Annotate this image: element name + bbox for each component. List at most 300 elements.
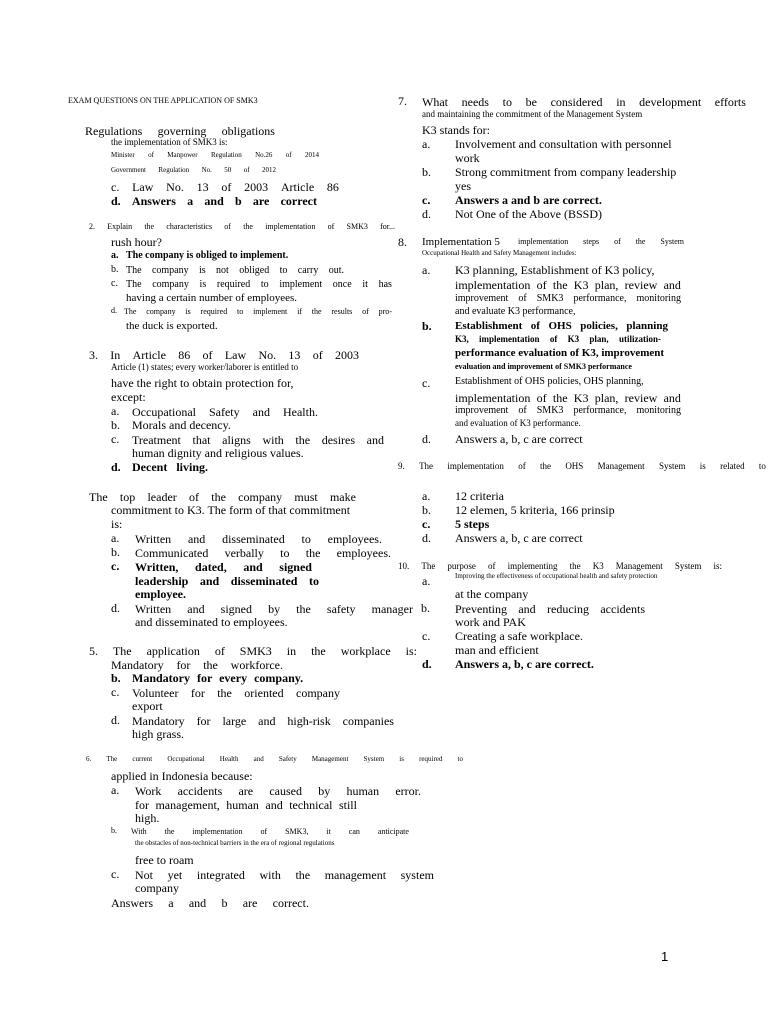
- word: and: [663, 278, 681, 292]
- q1-stem-continued: the implementation of SMK3 is:: [111, 137, 228, 147]
- word: of: [327, 222, 335, 231]
- word: improvement: [455, 293, 509, 304]
- q6-stem: [86, 755, 463, 763]
- q9-option-b: 12 elemen, 5 kriteria, 166 prinsip: [455, 503, 615, 517]
- q9-option-c: 5 steps: [455, 517, 490, 531]
- word: and: [252, 405, 270, 419]
- word: and: [258, 714, 276, 728]
- word: for...: [380, 222, 395, 231]
- word: company: [296, 686, 340, 700]
- word: In: [110, 348, 121, 362]
- q5-option-d-letter: d.: [111, 713, 120, 727]
- q7-option-d-letter: d.: [422, 207, 431, 221]
- word: governing: [157, 124, 207, 138]
- word: Regulations: [85, 124, 143, 138]
- word: Article: [280, 180, 315, 194]
- word: to: [758, 461, 766, 471]
- word: make: [329, 490, 356, 504]
- word: leader: [147, 490, 177, 504]
- word: purpose: [447, 561, 476, 571]
- q3-stem-line4: except:: [111, 390, 146, 404]
- word: of: [362, 307, 369, 316]
- word: plan,: [589, 334, 609, 344]
- word: The: [126, 279, 142, 290]
- q7-option-b-continued: yes: [455, 179, 471, 193]
- word: to: [308, 574, 319, 588]
- word: companies: [342, 714, 394, 728]
- q5-option-c: [132, 686, 340, 701]
- word: must: [294, 490, 318, 504]
- q8-option-a-line4: and evaluate K3 performance,: [455, 306, 576, 317]
- word: of: [260, 827, 268, 836]
- word: the: [144, 222, 155, 231]
- word: monitoring: [636, 293, 681, 304]
- word: reducing: [547, 602, 589, 616]
- word: manager: [371, 602, 413, 616]
- q9-option-a: 12 criteria: [455, 489, 504, 503]
- q10-option-b-continued: work and PAK: [455, 615, 526, 629]
- word: of: [536, 391, 547, 405]
- word: company: [152, 279, 189, 290]
- word: in: [616, 95, 626, 109]
- word: safety: [326, 602, 356, 616]
- q6-option-c-continued: company: [135, 881, 179, 895]
- word: oriented: [244, 686, 284, 700]
- word: Law: [132, 180, 154, 194]
- word: Safety: [278, 755, 297, 763]
- q7-option-b: Strong commitment from company leadership: [455, 165, 677, 179]
- q4-option-c: [135, 560, 312, 575]
- word: be: [525, 95, 537, 109]
- word: to: [237, 307, 244, 316]
- q3-option-d-letter: d.: [111, 460, 121, 474]
- word: Written: [135, 602, 172, 616]
- word: Treatment: [132, 433, 181, 447]
- word: workforce.: [230, 658, 283, 672]
- word: 9.: [398, 461, 405, 471]
- word: implement: [253, 307, 288, 316]
- q8-option-d: Answers a, b, c are correct: [455, 432, 583, 446]
- word: 13: [288, 348, 301, 362]
- q6-option-b: [131, 827, 409, 836]
- word: of: [487, 561, 496, 571]
- word: System: [660, 237, 684, 246]
- q6-option-d: [111, 896, 309, 911]
- word: to: [279, 265, 288, 276]
- q6-option-b-continued: the obstacles of non-technical barriers in the era of regional regulations: [135, 839, 335, 847]
- q1-option-b: [111, 166, 276, 174]
- q8-option-c-continued: [455, 391, 681, 406]
- word: The: [419, 461, 434, 471]
- word: Management: [311, 755, 349, 763]
- word: if: [297, 307, 302, 316]
- word: and: [663, 391, 681, 405]
- word: leadership: [135, 574, 189, 588]
- word: large: [222, 714, 247, 728]
- word: is: [399, 755, 404, 763]
- word: considered: [550, 95, 603, 109]
- word: 2003: [244, 180, 269, 194]
- q2-option-c-letter: c.: [111, 278, 118, 289]
- q8-option-b-letter: b.: [422, 319, 432, 333]
- q5-option-b-letter: b.: [111, 671, 121, 685]
- word: high-risk: [287, 714, 331, 728]
- word: are: [252, 194, 270, 208]
- q8-option-a: K3 planning, Establishment of K3 policy,: [455, 263, 655, 277]
- word: is: [699, 461, 706, 471]
- q8-option-d-letter: d.: [422, 432, 431, 446]
- word: for: [135, 798, 149, 812]
- q3-stem: [89, 348, 359, 363]
- word: steps: [583, 237, 600, 246]
- word: planning: [626, 320, 668, 332]
- word: plan,: [594, 391, 619, 405]
- word: of: [221, 180, 232, 194]
- q10-option-d: Answers a, b, c are correct.: [455, 657, 594, 671]
- word: Minister: [111, 151, 135, 159]
- q5-option-c-continued: export: [132, 699, 163, 713]
- q8-option-c-line3: [455, 405, 681, 416]
- word: of: [518, 461, 526, 471]
- q9-option-d: Answers a, b, c are correct: [455, 531, 583, 545]
- word: 6.: [86, 755, 92, 763]
- word: 3.: [89, 348, 98, 362]
- word: 86: [178, 348, 191, 362]
- word: in: [286, 644, 297, 658]
- q2-option-c-continued: having a certain number of employees.: [126, 292, 298, 304]
- word: Work: [135, 784, 162, 798]
- word: implementing: [507, 561, 558, 571]
- word: of: [518, 293, 527, 304]
- word: with: [262, 433, 284, 447]
- q3-option-d: Decent living.: [132, 460, 208, 474]
- word: the: [569, 561, 581, 571]
- word: top: [119, 490, 136, 504]
- word: technical: [289, 798, 333, 812]
- word: system: [400, 868, 434, 882]
- word: of: [214, 644, 225, 658]
- word: 2012: [261, 166, 276, 174]
- q7-stem-continued: and maintaining the commitment of the Management System: [422, 109, 643, 119]
- q2-option-d-letter: d.: [111, 306, 117, 315]
- word: K3: [573, 391, 589, 405]
- word: company: [238, 490, 283, 504]
- word: 2014: [304, 151, 319, 159]
- word: implement: [279, 279, 323, 290]
- word: needs: [461, 95, 489, 109]
- word: Manpower: [167, 151, 198, 159]
- q4-option-d-letter: d.: [111, 601, 120, 615]
- word: Mandatory: [132, 714, 185, 728]
- word: of: [549, 334, 558, 344]
- q10-option-d-letter: d.: [422, 657, 432, 671]
- q9-stem: [398, 461, 766, 471]
- word: efforts: [714, 95, 746, 109]
- word: of: [518, 405, 527, 416]
- word: carry: [297, 265, 319, 276]
- word: the: [540, 461, 551, 471]
- word: Health.: [282, 405, 318, 419]
- document-title: EXAM QUESTIONS ON THE APPLICATION OF SMK3: [68, 96, 258, 105]
- word: required: [216, 279, 251, 290]
- q8-stem: Implementation 5: [422, 236, 500, 248]
- q4-stem-line3: is:: [111, 517, 123, 531]
- word: anticipate: [377, 827, 409, 836]
- q7-option-d: Not One of the Above (BSSD): [455, 207, 602, 221]
- q9-option-b-letter: b.: [422, 503, 431, 517]
- q3-option-b-letter: b.: [111, 418, 120, 432]
- q8-option-a-line3: [455, 293, 681, 304]
- q7-stem: [422, 95, 746, 110]
- word: error.: [395, 784, 421, 798]
- word: plan,: [594, 278, 619, 292]
- q10-option-c: Creating a safe workplace.: [455, 629, 583, 643]
- word: SMK3: [536, 293, 564, 304]
- q8-option-a-letter: a.: [422, 263, 431, 277]
- q6-option-b-line3: free to roam: [135, 853, 194, 867]
- word: of: [312, 348, 323, 362]
- word: System: [363, 755, 385, 763]
- word: out.: [328, 265, 344, 276]
- q8-option-b-continued: [455, 334, 661, 344]
- q9-option-d-letter: d.: [422, 531, 431, 545]
- word: Health: [219, 755, 239, 763]
- word: Answers: [131, 194, 176, 208]
- q8-option-b-line4: evaluation and improvement of SMK3 performance: [455, 362, 632, 371]
- word: the: [552, 391, 568, 405]
- q7-option-a-continued: work: [455, 151, 480, 165]
- page-number: 1: [661, 949, 669, 964]
- word: disseminated: [222, 532, 285, 546]
- word: company: [146, 307, 176, 316]
- word: Government: [111, 166, 146, 174]
- word: employees.: [327, 532, 382, 546]
- word: it: [362, 279, 368, 290]
- word: current: [132, 755, 153, 763]
- word: required: [419, 755, 443, 763]
- word: the: [243, 222, 253, 231]
- q1-option-d: [111, 194, 317, 209]
- word: Written: [135, 532, 172, 546]
- word: of: [614, 237, 621, 246]
- word: still: [338, 798, 357, 812]
- q4-option-a: [135, 532, 382, 547]
- word: to: [260, 279, 269, 290]
- word: Article: [132, 348, 166, 362]
- word: Answers: [111, 896, 153, 910]
- word: SMK3: [536, 405, 564, 416]
- word: and: [265, 798, 283, 812]
- word: disseminated: [230, 574, 298, 588]
- word: and: [253, 755, 264, 763]
- word: employees.: [336, 546, 391, 560]
- q6-option-a-line3: high.: [135, 811, 160, 825]
- q7-option-c-letter: c.: [422, 193, 431, 207]
- q8-option-a-continued: [455, 278, 681, 293]
- q7-stem-line3: K3 stands for:: [422, 123, 490, 137]
- word: not: [216, 265, 229, 276]
- word: has: [378, 279, 392, 290]
- word: No.: [166, 180, 184, 194]
- q2-option-b: [126, 265, 344, 276]
- q7-option-a-letter: a.: [422, 137, 431, 151]
- q2-option-a: The company is obliged to implement.: [126, 250, 289, 261]
- word: review: [624, 391, 658, 405]
- word: implementation: [447, 461, 504, 471]
- q10-option-a: Improving the effectiveness of occupational health and safety protection: [455, 572, 658, 580]
- word: of: [536, 278, 547, 292]
- word: for: [176, 658, 191, 672]
- word: performance,: [573, 405, 627, 416]
- q9-option-a-letter: a.: [422, 489, 431, 503]
- word: implementation: [518, 237, 569, 246]
- word: System: [658, 461, 686, 471]
- q9-option-c-letter: c.: [422, 517, 431, 531]
- word: What: [422, 95, 448, 109]
- word: caused: [269, 784, 302, 798]
- word: the: [552, 278, 568, 292]
- q10-option-a-continued: at the company: [455, 587, 529, 601]
- word: workplace: [340, 644, 391, 658]
- word: implementation: [455, 278, 531, 292]
- word: the: [203, 658, 218, 672]
- word: 10.: [398, 561, 410, 571]
- q8-option-c-line4: and evaluation of K3 performance.: [455, 418, 581, 428]
- q4-option-c-line3: employee.: [135, 587, 186, 601]
- word: is: [198, 265, 206, 276]
- word: it: [326, 827, 331, 836]
- word: signed: [220, 602, 252, 616]
- word: implementation: [265, 222, 316, 231]
- word: d.: [111, 194, 121, 208]
- q7-option-b-letter: b.: [422, 165, 431, 179]
- q3-option-c-continued: human dignity and religious values.: [132, 446, 304, 460]
- word: the: [635, 237, 646, 246]
- q6-option-c-letter: c.: [111, 867, 120, 881]
- word: the: [295, 433, 311, 447]
- word: management: [324, 868, 387, 882]
- word: for: [190, 686, 205, 700]
- word: correct: [280, 194, 317, 208]
- word: Occupational: [167, 755, 205, 763]
- word: 50: [224, 166, 232, 174]
- word: utilization-: [618, 334, 661, 344]
- q3-stem-continued: Article (1) states; every worker/laborer is entitled to: [111, 362, 299, 372]
- q6-option-a-continued: [135, 798, 357, 813]
- word: integrated: [196, 868, 245, 882]
- word: policies,: [580, 320, 618, 332]
- word: No.: [201, 166, 212, 174]
- q5-option-d-continued: high grass.: [132, 727, 184, 741]
- word: the: [311, 644, 326, 658]
- word: The: [124, 307, 137, 316]
- q8-option-b: [455, 320, 668, 332]
- word: dated,: [195, 560, 227, 574]
- word: can: [348, 827, 360, 836]
- word: to: [301, 532, 311, 546]
- word: and: [199, 574, 220, 588]
- q7-option-a: Involvement and consultation with personnel: [455, 137, 672, 151]
- word: desires: [321, 433, 356, 447]
- word: of: [148, 151, 154, 159]
- word: OHS: [548, 320, 572, 332]
- q10-option-c-letter: c.: [422, 629, 431, 643]
- word: No.26: [255, 151, 273, 159]
- word: Establishment: [455, 320, 523, 332]
- q7-number: 7.: [398, 94, 407, 108]
- q2-option-d-continued: the duck is exported.: [126, 320, 218, 332]
- word: review: [624, 278, 658, 292]
- word: Explain: [107, 222, 133, 231]
- word: is:: [405, 644, 417, 658]
- word: results: [331, 307, 353, 316]
- word: a: [168, 896, 174, 910]
- q5-option-c-letter: c.: [111, 685, 120, 699]
- word: yet: [167, 868, 183, 882]
- word: OHS: [565, 461, 584, 471]
- word: once: [332, 279, 352, 290]
- word: Law: [224, 348, 247, 362]
- word: The: [89, 490, 108, 504]
- word: Regulation: [210, 151, 242, 159]
- q10-option-c-continued: man and efficient: [455, 643, 539, 657]
- word: 5.: [89, 644, 98, 658]
- q3-stem-line3: have the right to obtain protection for,: [111, 376, 294, 390]
- word: obligations: [221, 124, 275, 138]
- word: the: [311, 307, 322, 316]
- word: human: [346, 784, 380, 798]
- q6-option-b-letter: b.: [111, 826, 117, 835]
- word: b: [234, 194, 242, 208]
- word: accidents: [600, 602, 645, 616]
- word: and: [243, 560, 263, 574]
- word: K3: [567, 334, 580, 344]
- q5-stem: [89, 644, 417, 659]
- word: are: [238, 784, 254, 798]
- q8-option-b-line3: performance evaluation of K3, improvement: [455, 347, 665, 359]
- q3-option-a-letter: a.: [111, 404, 120, 418]
- q4-option-c-letter: c.: [111, 559, 120, 573]
- q2-option-a-letter: a.: [111, 250, 119, 261]
- q8-option-c-letter: c.: [422, 376, 431, 390]
- word: of: [189, 490, 200, 504]
- q10-option-a-letter: a.: [422, 574, 431, 588]
- q10-stem: [398, 561, 722, 571]
- q6-option-c: [135, 868, 434, 883]
- word: SMK3,: [285, 827, 309, 836]
- q4-option-b-letter: b.: [111, 545, 120, 559]
- word: correct.: [272, 896, 309, 910]
- word: 86: [326, 180, 339, 194]
- q4-option-d-continued: and disseminated to employees.: [135, 615, 288, 629]
- word: to: [502, 95, 512, 109]
- word: the: [296, 602, 311, 616]
- word: of: [530, 320, 540, 332]
- word: related: [720, 461, 745, 471]
- q8-stem-continued: Occupational Health and Safety Management includes:: [422, 249, 577, 257]
- word: with: [259, 868, 281, 882]
- word: of: [224, 222, 231, 231]
- word: 2003: [335, 348, 359, 362]
- word: K3: [592, 561, 604, 571]
- q6-option-a-letter: a.: [111, 783, 120, 797]
- word: the: [164, 827, 175, 836]
- word: aligns: [222, 433, 251, 447]
- word: The: [112, 644, 132, 658]
- word: pro-: [378, 307, 392, 316]
- q6-option-a: [135, 784, 421, 799]
- word: With: [131, 827, 147, 836]
